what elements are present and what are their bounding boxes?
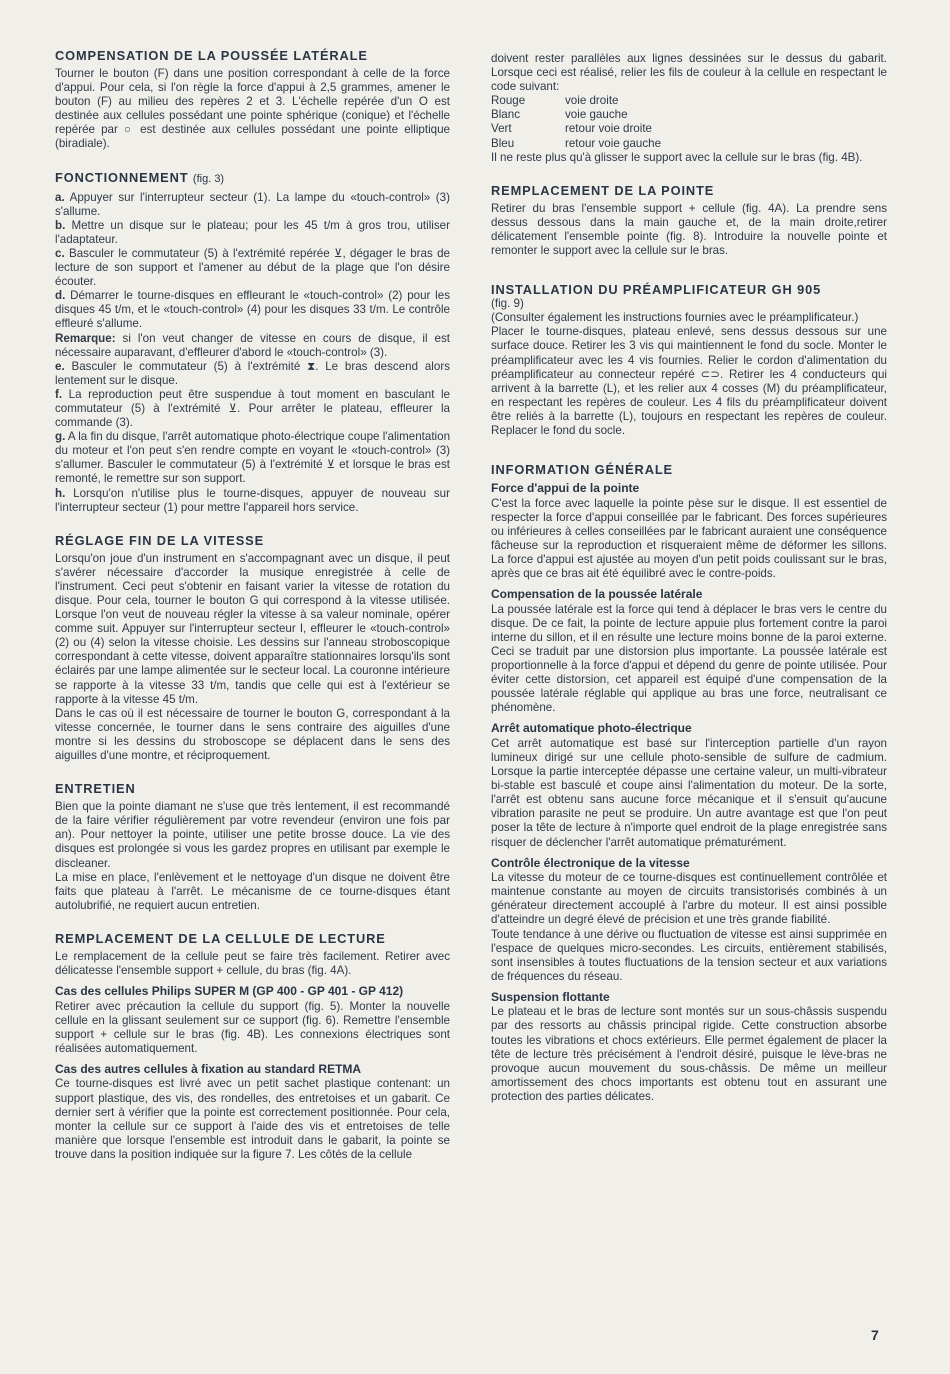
step-key: g. — [55, 430, 66, 444]
step-item — [55, 430, 450, 486]
paragraph: La vitesse du moteur de ce tourne-disques est continuellement contrôlée et maintenue constante au moyen de circuits transistorisés combinés à un générateur directement accouplé à l'arbre du moteur. Il est ainsi possible d'atteindre un degré élevé de précision et une très grande fiabilité. — [491, 871, 887, 927]
step-key: d. — [55, 289, 66, 303]
paragraph: Cet arrêt automatique est basé sur l'interception partielle d'un rayon lumineux dirigé sur une cellule photo-sensible de sulfure de cadmium. Lorsque la partie interceptée dépasse une certaine valeur, un multi-vibrateur bi-stable est basculé et coupe ainsi l'alimentation du moteur. De la sorte, l'arrêt est obtenu sans aucune force mécanique et il s'ensuit qu'aucune vibration parasite ne peut se produire. Un autre avantage est que l'on peut poser la tête de lecture à n'importe quel endroit de la plage enregistrée sans risquer de déclencher l'arrêt automatique prématurément. — [491, 736, 887, 849]
paragraph: Toute tendance à une dérive ou fluctuation de vitesse est ainsi supprimée en l'espace de quelques micro-secondes. Les circuits, entièrement stabilisés, sont insensibles à toutes fluctuations de la tension secteur et aux variations de fréquences du réseau. — [491, 927, 887, 983]
heading-fonctionnement: FONCTIONNEMENT (fig. 3) — [55, 169, 225, 185]
step-key: h. — [55, 486, 66, 500]
wire-channel: retour voie droite — [565, 122, 652, 136]
wire-channel: retour voie gauche — [565, 136, 662, 150]
wire-color: Rouge — [491, 94, 526, 108]
wire-color: Vert — [491, 122, 512, 136]
paragraph: Bien que la pointe diamant ne s'use que très lentement, il est recommandé de la faire vérifier régulièrement par votre revendeur (environ une fois par an). Pour nettoyer la pointe, utiliser une petite brosse douce. La vie des disques est prolongée si vous les gardez propres en utilisant par exemple le discleaner. — [55, 800, 450, 870]
step-item — [55, 191, 450, 219]
paragraph: doivent rester parallèles aux lignes dessinées sur le dessus du gabarit. Lorsque ceci est réalisé, relier les fils de couleur à la cellule en respectant le code suivant: — [491, 52, 887, 94]
step-item — [55, 219, 450, 247]
wire-channel: voie gauche — [565, 108, 628, 122]
subheading-philips: Cas des cellules Philips SUPER M (GP 400 - GP 401 - GP 412) — [55, 984, 404, 999]
section-reglage-vitesse — [55, 533, 450, 763]
color-code-table — [491, 94, 661, 150]
subheading-controle: Contrôle électronique de la vitesse — [491, 855, 690, 870]
paragraph: Il ne reste plus qu'à glisser le support avec la cellule sur le bras (fig. 4B). — [491, 150, 863, 164]
color-row — [491, 137, 661, 151]
wire-color: Blanc — [491, 108, 521, 122]
step-key: c. — [55, 246, 65, 260]
subheading-suspension: Suspension flottante — [491, 989, 610, 1004]
step-text: Démarrer le tourne-disques en effleurant le «touch-control» (2) pour les disques 45 t/m, et le «touch-control» (4) pour les disques 33 t/m. Le contrôle effleuré s'allume. — [55, 289, 450, 331]
paragraph: Ce tourne-disques est livré avec un petit sachet plastique contenant: un support plastique, des vis, des rondelles, des entretoises et un gabarit. Ce dernier sert à vérifier que la pointe est correctement positionnée. Pour cela, monter la cellule sur ce support à l'aide des vis et entretoises de telle manière que lorsque l'ensemble est introduit dans le gabarit, la pointe se trouve dans la position indiquée sur la figure 7. Les côtés de la cellule — [55, 1077, 450, 1161]
step-item — [55, 388, 450, 430]
heading-remplacement-pointe: REMPLACEMENT DE LA POINTE — [491, 182, 715, 198]
heading-reglage: RÉGLAGE FIN DE LA VITESSE — [55, 532, 265, 548]
paragraph: Retirer avec précaution la cellule du support (fig. 5). Monter la nouvelle cellule en la glissant seulement sur ce support (fig. 6). Remettre l'ensemble support + cellule sur le bras (fig. 4B). Les connexions électriques sont réalisées automatiquement. — [55, 999, 450, 1055]
section-fonctionnement — [55, 170, 450, 515]
step-list — [55, 191, 450, 515]
color-row — [491, 94, 661, 108]
step-key: e. — [55, 359, 65, 373]
paragraph: Le remplacement de la cellule peut se faire très facilement. Retirer avec délicatesse l'ensemble support + cellule, du bras (fig. 4A). — [55, 949, 450, 977]
heading-entretien: ENTRETIEN — [55, 781, 136, 797]
heading-information: INFORMATION GÉNÉRALE — [491, 462, 673, 478]
color-row — [491, 122, 661, 136]
section-information-generale — [491, 462, 887, 1104]
heading-installation: INSTALLATION DU PRÉAMPLIFICATEUR GH 905 — [491, 282, 822, 298]
step-item — [55, 289, 450, 331]
page-number: 7 — [871, 1327, 879, 1343]
step-item — [55, 487, 450, 515]
paragraph: Dans le cas où il est nécessaire de tourner le bouton G, correspondant à la vitesse concernée, le tourner dans le sens contraire des aiguilles d'une montre si les dessins du stroboscope se déplacent dans le sens des aiguilles d'une montre, et réciproquement. — [55, 706, 450, 763]
step-key: f. — [55, 387, 63, 401]
paragraph: C'est la force avec laquelle la pointe pèse sur le disque. Il est essentiel de respecter la force d'appui conseillée par le fabricant. Des forces supérieures ou inférieures à celles conseillées par le fabricant auraient une conséquence fâcheuse sur la reproduction et risqueraient même de déformer les sillons. La force d'appui est ajustée au moyen d'un petit poids coulissant sur le bras, après que ce bras ait été équilibré avec le contre-poids. — [491, 496, 887, 581]
right-column — [491, 52, 887, 1104]
step-text: La reproduction peut être suspendue à tout moment en basculant le commutateur (5) à l'extrémité ⊻. Pour arrêter le plateau, effleurer la commande (3). — [55, 387, 450, 430]
paragraph: La mise en place, l'enlèvement et le nettoyage d'un disque ne doivent être faits que plateau à l'arrêt. Le mécanisme de ce tourne-disques étant autolubrifié, ne requiert aucun entretien. — [55, 870, 450, 912]
paragraph: La poussée latérale est la force qui tend à déplacer le bras vers le centre du disque. De ce fait, la pointe de lecture appuie plus fortement contre la paroi interne du sillon, et il en résulte une lecture moins bonne de la paroi externe. Ceci se traduit par une distorsion plus importante. La poussée latérale est proportionnelle à la force d'appui et dépend du genre de pointe utilisée. Pour éviter cette distorsion, cet appareil est équipé d'une compensation de la poussée latérale réglable qui applique au bras une force, neutralisant ce phénomène. — [491, 602, 887, 715]
step-text: Basculer le commutateur (5) à l'extrémité repérée ⊻, dégager le bras de lecture de son support et l'amener au début de la plage que l'on désire écouter. — [55, 246, 450, 289]
step-item — [55, 332, 450, 360]
heading-compensation: COMPENSATION DE LA POUSSÉE LATÉRALE — [55, 48, 368, 63]
section-installation — [491, 282, 887, 438]
section-remplacement-pointe — [491, 183, 887, 258]
left-column — [55, 48, 450, 1174]
wire-channel: voie droite — [565, 94, 619, 108]
step-text: A la fin du disque, l'arrêt automatique photo-électrique coupe l'alimentation du moteur et l'on peut s'en rendre compte en voyant le «touch-control» (3) s'allumer. Basculer le commutateur (5) à l'extrémité ⊻ et lorsque le bras est remonté, le remettre sur son support. — [55, 430, 451, 486]
step-key: Remarque: — [55, 331, 116, 345]
paragraph: Lorsqu'on joue d'un instrument en s'accompagnant avec un disque, il peut s'avérer nécessaire d'accorder la musique enregistrée à celle de l'instrument. Ceci peut s'obtenir en faisant varier la vitesse de rotation du disque. Pour cela, tourner le bouton G qui correspond à la vitesse utilisée. Lorsque l'on veut de nouveau régler la vitesse à sa valeur nominale, opérer comme suit. Appuyer sur l'interrupteur secteur I, effleurer le «touch-control» (2) ou (4) selon la vitesse choisie. Les dessins sur l'anneau stroboscopique correspondant à cette vitesse, doivent apparaître stationnaires lorsqu'ils sont éclairés par une lampe alimentée sur le secteur local. La couronne intérieure se rapporte à la vitesse 33 t/m, tandis que celle qui est à l'extérieur se rapporte à la vitesse 45 t/m. — [55, 551, 450, 706]
section-entretien — [55, 781, 450, 913]
paragraph: Tourner le bouton (F) dans une position correspondant à celle de la force d'appui. Pour cela, si l'on règle la force d'appui à 2,5 grammes, amener le bouton (F) au milieu des repères 2 et 3. L'échelle repérée d'un O est destinée aux cellules possédant une pointe sphérique (conique) et l'échelle repérée par ○ est destinée aux cellules possédant une pointe elliptique (biradiale). — [55, 67, 450, 151]
wire-color: Bleu — [491, 136, 515, 150]
step-key: a. — [55, 190, 65, 204]
step-text: Appuyer sur l'interrupteur secteur (1). La lampe du «touch-control» (3) s'allume. — [55, 190, 450, 218]
fig-ref: (fig. 9) — [491, 297, 524, 311]
fig-ref: (fig. 3) — [192, 172, 225, 185]
subheading-retma: Cas des autres cellules à fixation au standard RETMA — [55, 1061, 362, 1076]
subheading-arret: Arrêt automatique photo-électrique — [491, 721, 692, 736]
step-text: Mettre un disque sur le plateau; pour les 45 t/m à gros trou, utiliser l'adaptateur. — [55, 218, 450, 246]
section-remplacement-cellule — [55, 931, 450, 1162]
section-compensation — [55, 48, 450, 152]
subheading-force: Force d'appui de la pointe — [491, 481, 640, 496]
step-text: Basculer le commutateur (5) à l'extrémité ⧗. Le bras descend alors lentement sur le disque. — [55, 359, 450, 387]
step-key: b. — [55, 218, 66, 232]
paragraph: Placer le tourne-disques, plateau enlevé, sens dessus dessous sur une surface douce. Retirer les 3 vis qui maintiennent le fond du socle. Monter le préamplificateur avec les 4 vis fournies. Relier le cordon d'alimentation du préamplificateur au connecteur repéré ⊂⊃. Retirer les 4 conducteurs qui arrivent à la barrette (L), et les relier aux 4 cosses (M) du préamplificateur, en respectant les repères de couleur. Les 4 fils du préamplificateur doivent être reliés à la barrette (L), toujours en respectant les repères de couleur. Replacer le fond du socle. — [491, 325, 887, 437]
step-text: Lorsqu'on n'utilise plus le tourne-disques, appuyer de nouveau sur l'interrupteur secteur (1) pour mettre l'appareil hors service. — [55, 486, 450, 514]
heading-remplacement-cellule: REMPLACEMENT DE LA CELLULE DE LECTURE — [55, 930, 386, 946]
paragraph: Retirer du bras l'ensemble support + cellule (fig. 4A). La prendre sens dessus dessous dans la main gauche et, de la main droite,retirer délicatement l'ensemble pointe (fig. 8). Introduire la nouvelle pointe et remonter le support avec la cellule sur le bras. — [491, 201, 887, 258]
step-item — [55, 247, 450, 289]
section-continuation — [491, 52, 887, 165]
step-text: si l'on veut changer de vitesse en cours de disque, il est nécessaire auparavant, d'effleurer d'abord le «touch-control» (3). — [55, 331, 450, 359]
paragraph: (Consulter également les instructions fournies avec le préamplificateur.) — [491, 311, 859, 325]
subheading-compensation: Compensation de la poussée latérale — [491, 587, 703, 602]
paragraph: Le plateau et le bras de lecture sont montés sur un sous-châssis suspendu par des ressorts au châssis principal rigide. Cette construction absorbe toutes les vibrations et chocs extérieurs. Elle permet également de placer la tête de lecture très précisément à l'endroit désiré, puisque le lève-bras ne provoque aucun mouvement du sous-châssis. De même un meilleur amortissement des chocs importants est obtenu tout en assurant une protection des parties délicates. — [491, 1005, 887, 1103]
color-row — [491, 108, 661, 122]
step-item — [55, 360, 450, 388]
